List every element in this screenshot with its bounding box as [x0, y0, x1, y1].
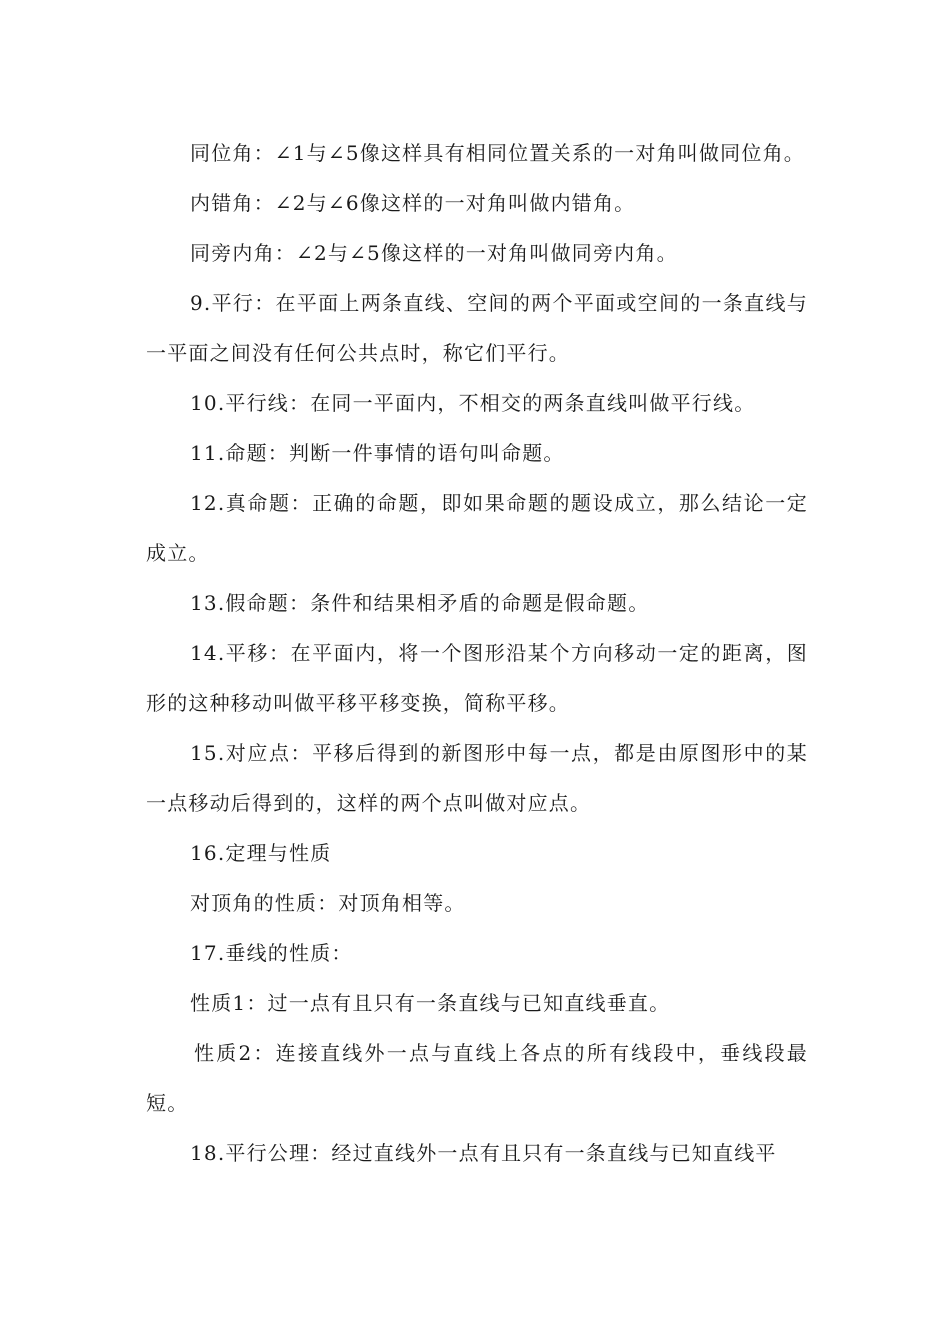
paragraph-translation: 14.平移：在平面内，将一个图形沿某个方向移动一定的距离，图形的这种移动叫做平移平移变换，简称平移。: [146, 641, 808, 715]
paragraph-proposition: 11.命题：判断一件事情的语句叫命题。: [190, 441, 565, 465]
paragraph-same-side-interior-angles: 同旁内角：∠2与∠5像这样的一对角叫做同旁内角。: [190, 241, 678, 265]
paragraph-property-1: 性质1：过一点有且只有一条直线与已知直线垂直。: [190, 991, 671, 1015]
paragraph-corresponding-points: 15.对应点：平移后得到的新图形中每一点，都是由原图形中的某一点移动后得到的，这样的两个点叫做对应点。: [146, 741, 808, 815]
document-body: [146, 128, 808, 1178]
paragraph-false-proposition: 13.假命题：条件和结果相矛盾的命题是假命题。: [190, 591, 650, 615]
paragraph-vertical-angles: 对顶角的性质：对顶角相等。: [190, 891, 466, 915]
paragraph-corresponding-angles: 同位角：∠1与∠5像这样具有相同位置关系的一对角叫做同位角。: [190, 141, 805, 165]
paragraph-parallel-postulate: 18.平行公理：经过直线外一点有且只有一条直线与已知直线平: [190, 1141, 777, 1165]
paragraph-theorems-heading: 16.定理与性质: [190, 841, 332, 865]
paragraph-alternate-interior-angles: 内错角：∠2与∠6像这样的一对角叫做内错角。: [190, 191, 636, 215]
paragraph-parallel: 9.平行：在平面上两条直线、空间的两个平面或空间的一条直线与一平面之间没有任何公共点时，称它们平行。: [146, 291, 808, 365]
paragraph-perpendicular-properties: 17.垂线的性质：: [190, 941, 353, 965]
paragraph-true-proposition: 12.真命题：正确的命题，即如果命题的题设成立，那么结论一定成立。: [146, 491, 808, 565]
paragraph-parallel-lines: 10.平行线：在同一平面内，不相交的两条直线叫做平行线。: [190, 391, 756, 415]
paragraph-property-2: 性质2：连接直线外一点与直线上各点的所有线段中，垂线段最短。: [146, 1041, 808, 1115]
